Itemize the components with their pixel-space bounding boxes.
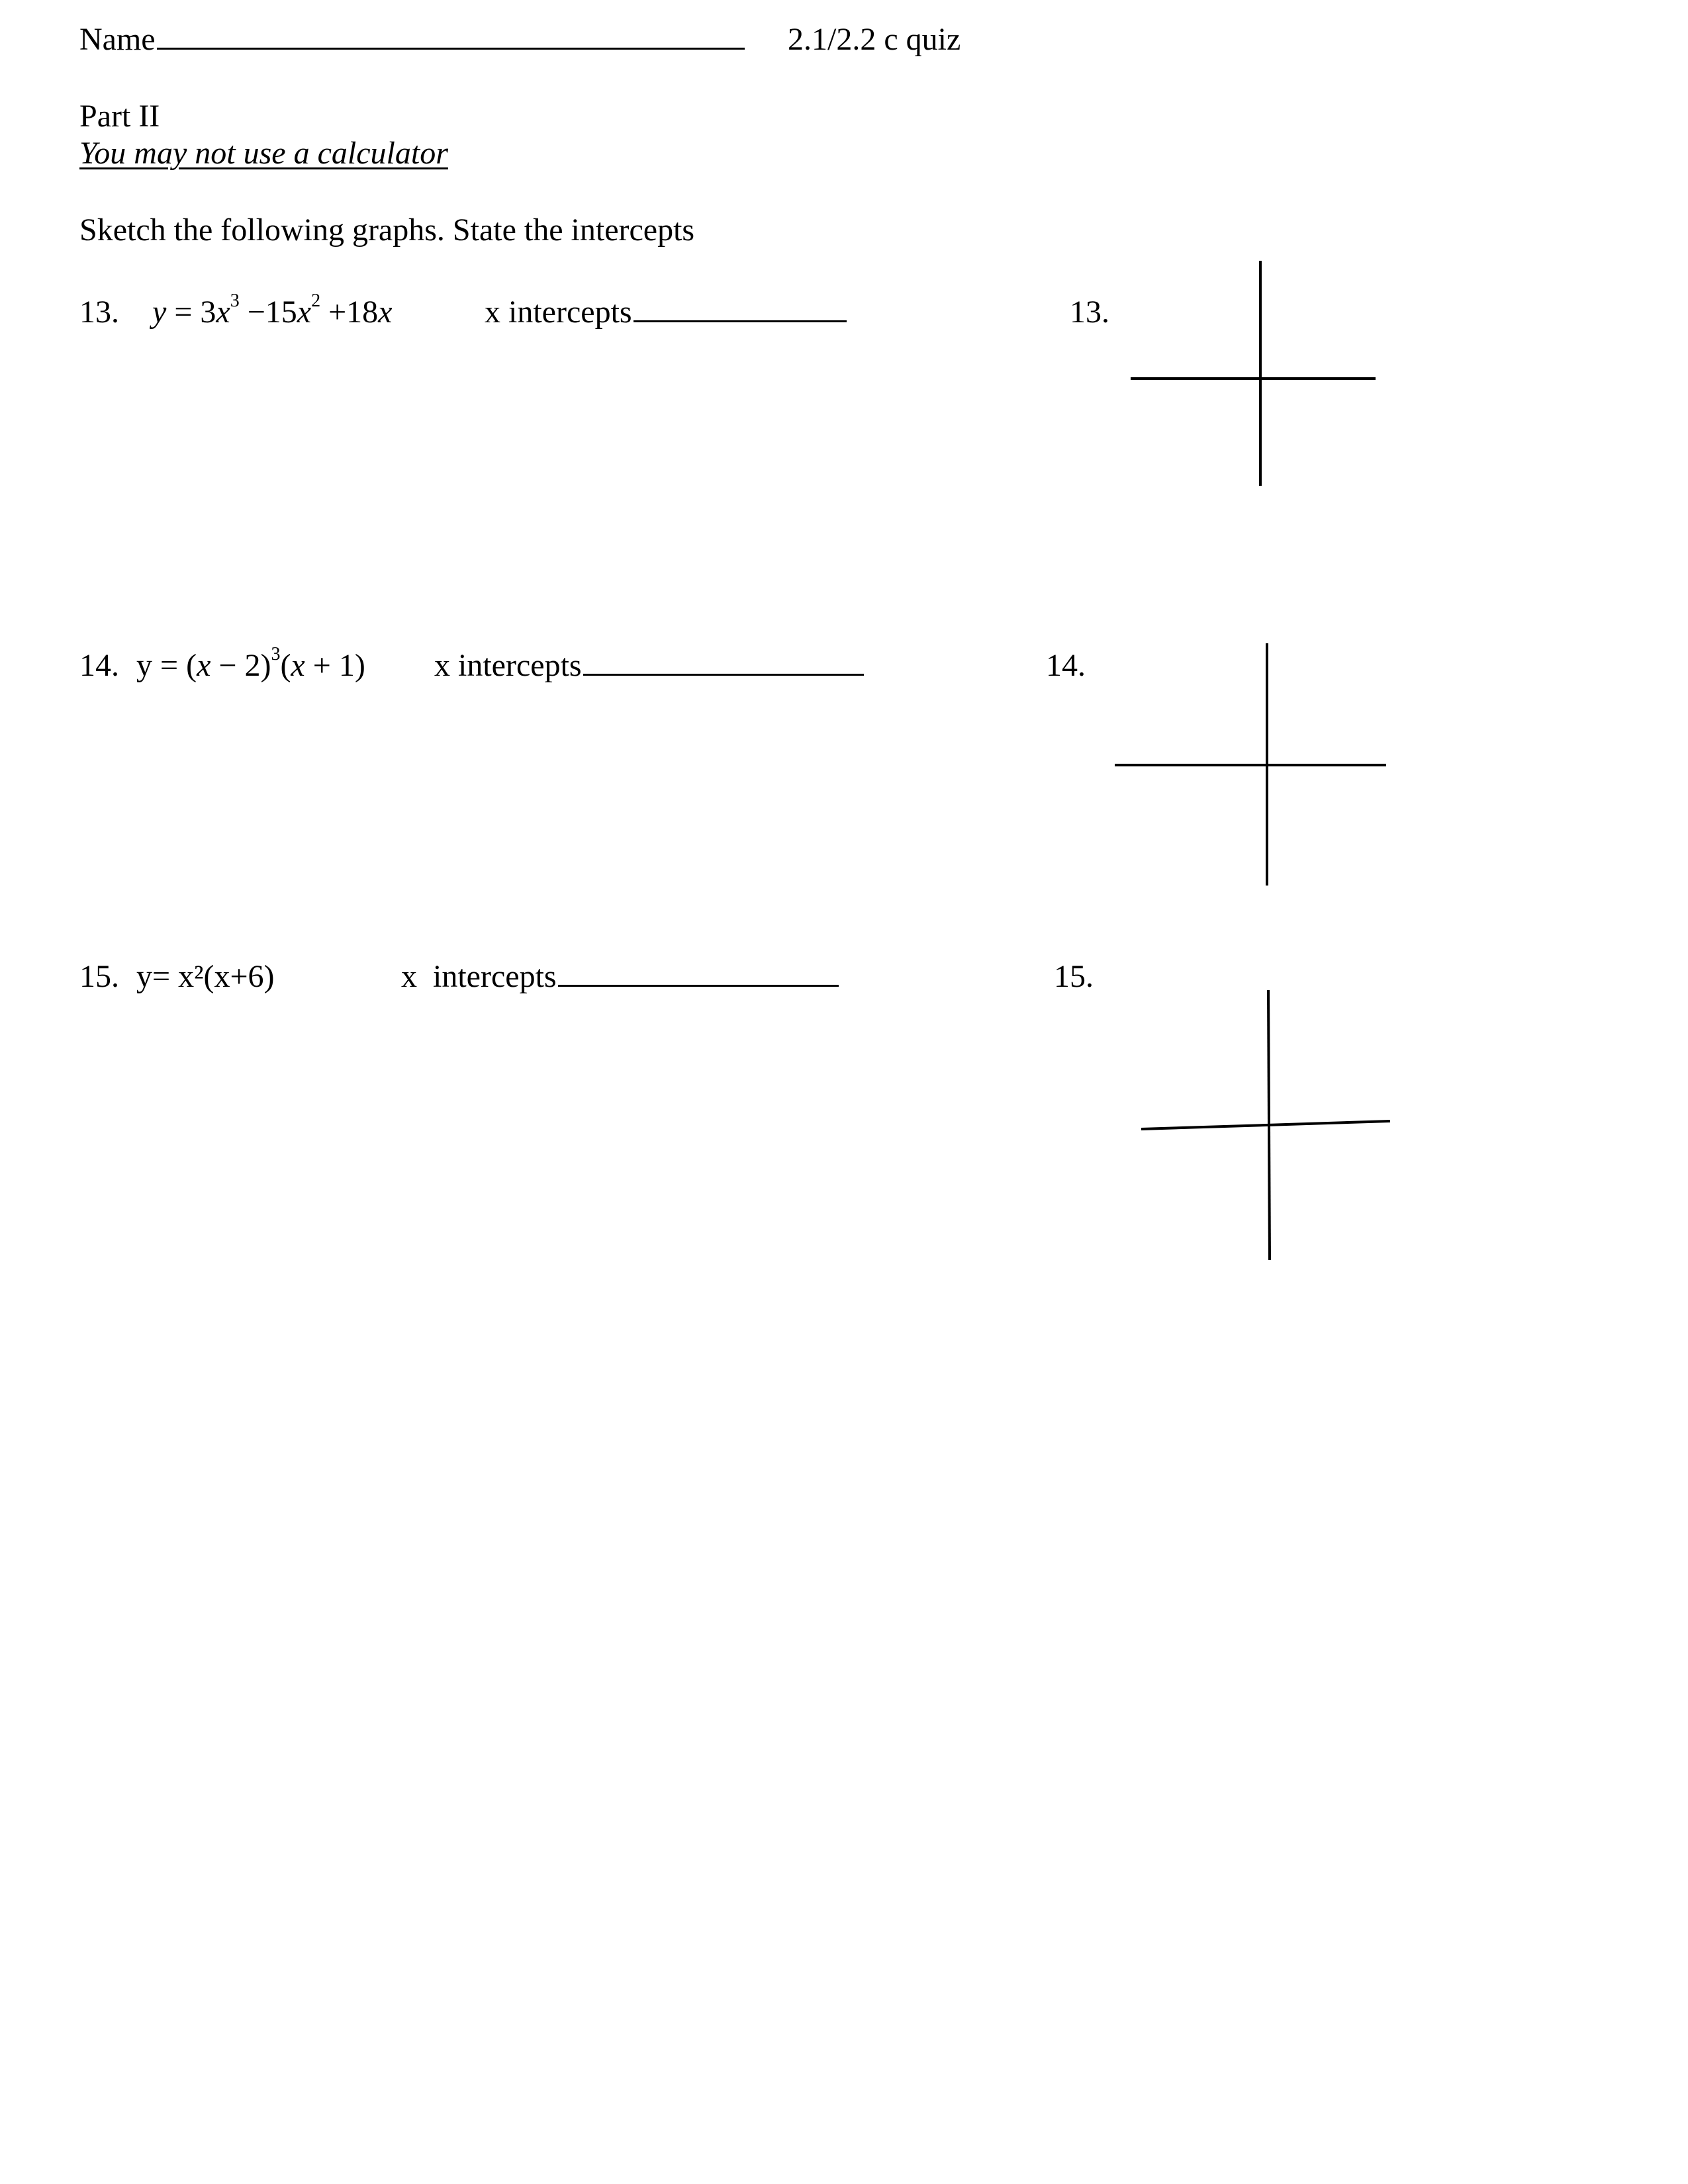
- eq13-x1: x: [216, 295, 230, 330]
- eq13-equals: =: [174, 295, 193, 330]
- problem-14-intercepts-label: x intercepts: [434, 648, 582, 683]
- problem-13-graph-label: 13.: [1070, 295, 1109, 330]
- eq13-x2: x: [297, 295, 312, 330]
- problem-14-equation: [136, 644, 365, 683]
- problem-15-axes: [1141, 989, 1406, 1263]
- name-field-label: [79, 24, 745, 56]
- eq13-x3: x: [378, 295, 393, 330]
- eq14-minus: −: [218, 648, 237, 683]
- problem-14-graph-label: 14.: [1046, 648, 1086, 683]
- eq14-open2: (: [280, 648, 291, 683]
- eq13-op1: −: [247, 295, 265, 330]
- part-title: Part II: [79, 99, 160, 134]
- problem-14-axes: [1115, 642, 1393, 890]
- problem-13-axes: [1131, 259, 1382, 488]
- eq13-op2: +: [328, 295, 347, 330]
- quiz-title: 2.1/2.2 c quiz: [788, 22, 961, 57]
- eq14-close2: ): [354, 648, 365, 683]
- problem-13-number: 13.: [79, 295, 119, 330]
- eq14-lhs: y =: [136, 648, 179, 683]
- eq14-plus: +: [312, 648, 331, 683]
- problem-14-number: 14.: [79, 648, 119, 683]
- problem-14-intercepts-blank[interactable]: [583, 673, 864, 676]
- calculator-note: You may not use a calculator: [79, 136, 448, 171]
- eq14-close1: ): [260, 648, 271, 683]
- problem-15-x-axis: [1141, 1121, 1390, 1129]
- eq13-y: y: [152, 295, 167, 330]
- eq13-p1: 3: [230, 291, 240, 311]
- problem-13-equation: [152, 291, 393, 330]
- eq13-p2: 2: [311, 291, 321, 311]
- problem-15-equation: y= x²(x+6): [136, 959, 275, 994]
- eq13-c2: 15: [265, 295, 297, 330]
- eq14-two: 2: [244, 648, 261, 683]
- eq13-c1: 3: [200, 295, 216, 330]
- problem-15-intercepts: [401, 961, 839, 993]
- eq14-p1: 3: [271, 644, 281, 664]
- problem-13-intercepts-label: x intercepts: [485, 295, 632, 330]
- name-label: Name: [79, 22, 156, 57]
- eq14-open1: (: [186, 648, 197, 683]
- eq14-one: 1: [338, 648, 355, 683]
- instructions: Sketch the following graphs. State the intercepts: [79, 212, 695, 248]
- problem-13-intercepts: [485, 296, 847, 328]
- problem-15-graph-label: 15.: [1054, 959, 1094, 994]
- eq14-x2: x: [291, 648, 305, 683]
- eq13-c3: 18: [346, 295, 379, 330]
- problem-15-number: 15.: [79, 959, 119, 994]
- problem-15-intercepts-blank[interactable]: [558, 984, 839, 987]
- name-blank-line[interactable]: [157, 47, 745, 50]
- eq14-x1: x: [197, 648, 211, 683]
- problem-13-intercepts-blank[interactable]: [633, 320, 847, 322]
- problem-14-intercepts: [434, 650, 864, 682]
- problem-15-y-axis: [1268, 990, 1270, 1260]
- problem-15-intercepts-label: x intercepts: [401, 959, 557, 994]
